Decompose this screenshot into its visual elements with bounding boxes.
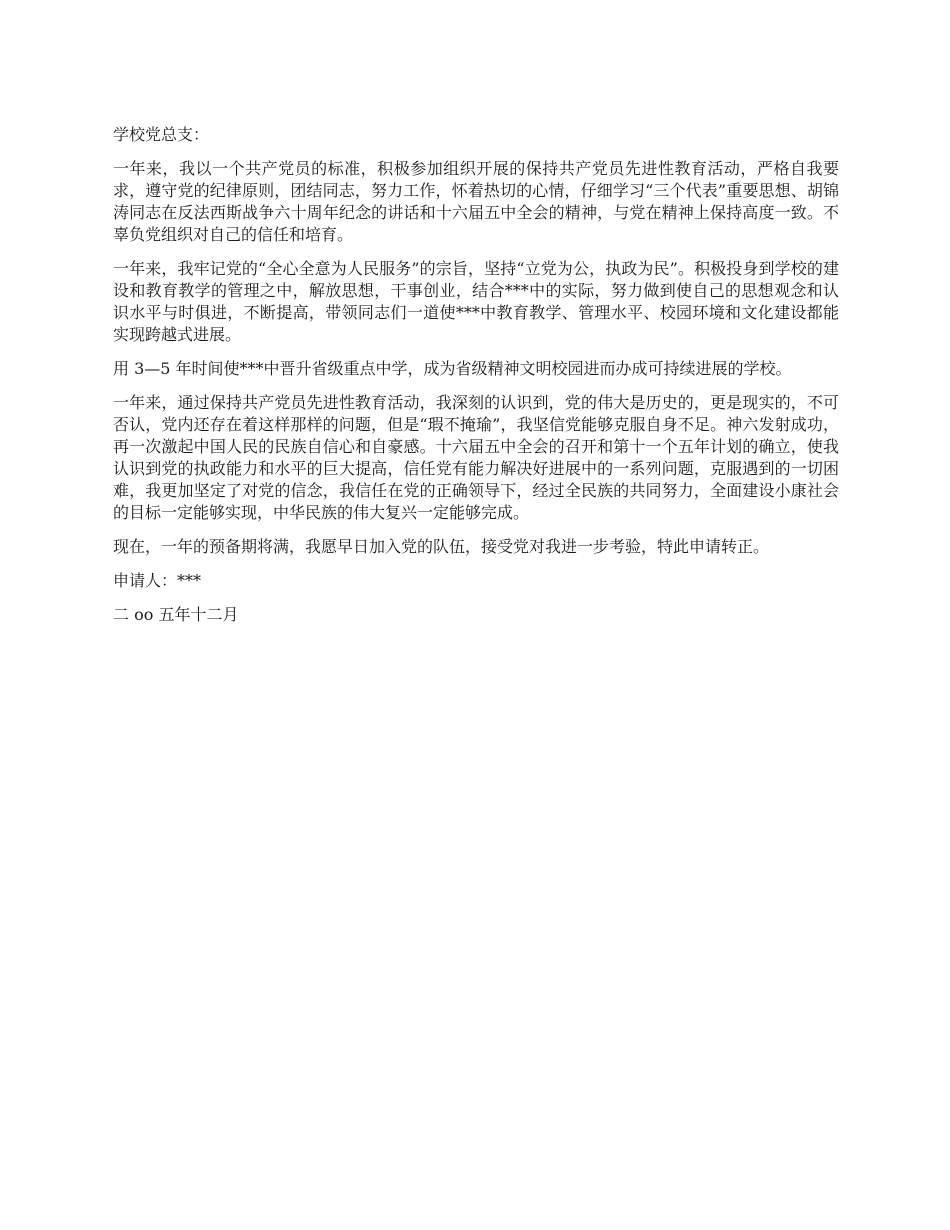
paragraph-5: 现在，一年的预备期将满，我愿早日加入党的队伍，接受党对我进一步考验，特此申请转正。 [113, 537, 770, 556]
paragraph-4: 一年来，通过保持共产党员先进性教育活动，我深刻的认识到，党的伟大是历史的，更是现实的，不可否认，党内还存在着这样那样的问题，但是“瑕不掩瑜”，我坚信党能够克服自身不足。神六发射成功，再一次激起中国人民的民族自信心和自豪感。十六届五中全会的召开和第十一个五年计划的确立，使我认识到党的执政能力和水平的巨大提高，信任党有能力解决好进展中的一系列问题，克服遇到的一切困难，我更加坚定了对党的信念，我信任在党的正确领导下，经过全民族的共同努力，全面建设小康社会的目标一定能够实现，中华民族的伟大复兴一定能够完成。 [113, 393, 839, 522]
date: 二 oo 五年十二月 [113, 605, 239, 624]
signature: 申请人：*** [113, 571, 202, 590]
paragraph-3: 用 3—5 年时间使***中晋升省级重点中学，成为省级精神文明校园进而办成可持续进展的学校。 [113, 359, 792, 378]
paragraph-1: 一年来，我以一个共产党员的标准，积极参加组织开展的保持共产党员先进性教育活动，严格自我要求，遵守党的纪律原则，团结同志，努力工作，怀着热切的心情，仔细学习“三个代表”重要思想、胡锦涛同志在反法西斯战争六十周年纪念的讲话和十六届五中全会的精神，与党在精神上保持高度一致。不辜负党组织对自己的信任和培育。 [113, 159, 839, 244]
paragraph-2: 一年来，我牢记党的“全心全意为人民服务”的宗旨，坚持“立党为公，执政为民”。积极投身到学校的建设和教育教学的管理之中，解放思想，干事创业，结合***中的实际，努力做到使自己的思想观念和认识水平与时俱进，不断提高，带领同志们一道使***中教育教学、管理水平、校园环境和文化建设都能实现跨越式进展。 [113, 259, 839, 344]
document-body [113, 124, 839, 638]
salutation: 学校党总支： [113, 125, 210, 144]
